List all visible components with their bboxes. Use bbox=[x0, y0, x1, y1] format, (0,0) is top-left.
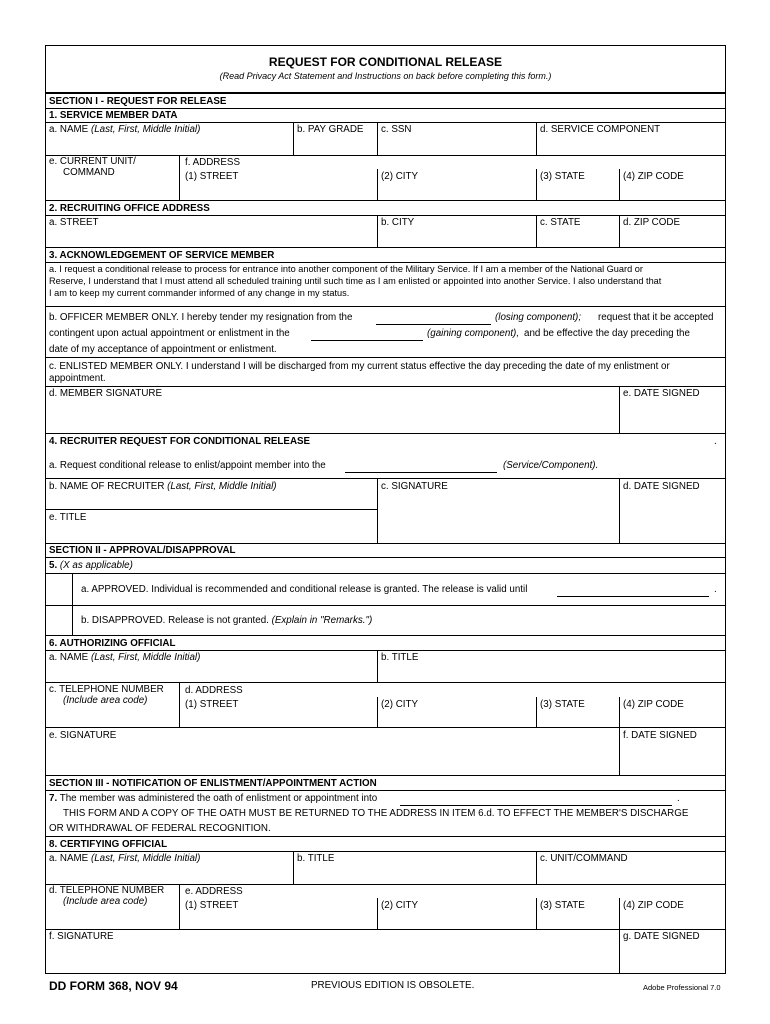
certifying-title-field[interactable] bbox=[294, 866, 535, 883]
recruiting-zip-field[interactable] bbox=[620, 230, 724, 246]
member-name-field[interactable] bbox=[46, 136, 292, 154]
rule bbox=[45, 306, 726, 307]
rule bbox=[45, 509, 378, 510]
acknowledgement-text-3: I am to keep my current commander informed of any change in my status. bbox=[49, 288, 350, 298]
service-component-field[interactable] bbox=[537, 136, 724, 154]
losing-component-hint: (losing component); bbox=[495, 312, 582, 323]
rule bbox=[45, 557, 726, 558]
member-zip-label: (4) ZIP CODE bbox=[623, 171, 684, 182]
enlisted-member-text: c. ENLISTED MEMBER ONLY. I understand I will be discharged from my current status effective the day preceding the date of my enlistment or bbox=[49, 361, 670, 372]
recruiter-title-field[interactable] bbox=[46, 524, 376, 542]
rule bbox=[45, 108, 726, 109]
member-name-label: a. NAME (Last, First, Middle Initial) bbox=[49, 124, 201, 135]
losing-component-field[interactable] bbox=[376, 324, 491, 325]
certifying-city-label: (2) CITY bbox=[381, 900, 419, 911]
recruiting-city-label: b. CITY bbox=[381, 217, 415, 228]
certifying-address-label: e. ADDRESS bbox=[185, 886, 243, 897]
authorizing-signature-label: e. SIGNATURE bbox=[49, 730, 117, 741]
certifying-signature-field[interactable] bbox=[46, 943, 618, 972]
member-city-label: (2) CITY bbox=[381, 171, 419, 182]
acknowledgement-text-2: Reserve, I understand that I must attend all scheduled training until such time as I am enlisted or appointed into another Service. I also understand that bbox=[49, 276, 662, 286]
item-5-label: 5. (X as applicable) bbox=[49, 560, 133, 571]
rule bbox=[45, 215, 726, 216]
authorizing-zip-field[interactable] bbox=[620, 711, 724, 726]
authorizing-street-field[interactable] bbox=[181, 711, 376, 726]
authorizing-state-label: (3) STATE bbox=[540, 699, 585, 710]
approved-text: a. APPROVED. Individual is recommended and conditional release is granted. The release is valid until bbox=[81, 584, 528, 595]
member-state-label: (3) STATE bbox=[540, 171, 585, 182]
rule bbox=[45, 155, 726, 156]
rule bbox=[45, 790, 726, 791]
rule bbox=[45, 682, 726, 683]
member-date-signed-field[interactable] bbox=[620, 400, 724, 432]
recruiting-street-label: a. STREET bbox=[49, 217, 99, 228]
current-unit-label-2: COMMAND bbox=[63, 167, 115, 178]
officer-member-text: b. OFFICER MEMBER ONLY. I hereby tender my resignation from the bbox=[49, 312, 353, 323]
certifying-phone-hint: (Include area code) bbox=[63, 896, 148, 907]
certifying-zip-label: (4) ZIP CODE bbox=[623, 900, 684, 911]
certifying-unit-field[interactable] bbox=[537, 866, 724, 883]
rule bbox=[45, 357, 726, 358]
acknowledgement-text-1: a. I request a conditional release to process for entrance into another component of the Military Service. If I am a member of the National Guard or bbox=[49, 264, 643, 274]
gaining-component-hint: (gaining component), bbox=[427, 328, 520, 339]
rule bbox=[45, 650, 726, 651]
certifying-title-label: b. TITLE bbox=[297, 853, 335, 864]
officer-member-text-2-end: and be effective the day preceding the bbox=[524, 328, 690, 339]
authorizing-state-field[interactable] bbox=[537, 711, 618, 726]
form-id: DD FORM 368, NOV 94 bbox=[49, 979, 178, 993]
ssn-label: c. SSN bbox=[381, 124, 412, 135]
authorizing-title-field[interactable] bbox=[378, 664, 724, 681]
approved-checkbox[interactable] bbox=[46, 574, 71, 604]
approved-dot: . bbox=[714, 584, 717, 595]
rule bbox=[179, 155, 180, 200]
ssn-field[interactable] bbox=[378, 136, 535, 154]
recruiter-signature-label: c. SIGNATURE bbox=[381, 481, 448, 492]
rule bbox=[45, 122, 726, 123]
member-state-field[interactable] bbox=[537, 183, 618, 199]
certifying-street-field[interactable] bbox=[181, 912, 376, 927]
authorizing-date-signed-field[interactable] bbox=[620, 742, 724, 774]
certifying-city-field[interactable] bbox=[378, 912, 535, 927]
certifying-phone-label: d. TELEPHONE NUMBER bbox=[49, 885, 165, 896]
member-city-field[interactable] bbox=[378, 183, 535, 199]
rule bbox=[45, 775, 726, 776]
recruiting-zip-label: d. ZIP CODE bbox=[623, 217, 680, 228]
member-signature-label: d. MEMBER SIGNATURE bbox=[49, 388, 163, 399]
disapproved-checkbox[interactable] bbox=[46, 606, 71, 634]
software-version: Adobe Professional 7.0 bbox=[643, 983, 721, 992]
certifying-name-field[interactable] bbox=[46, 866, 292, 883]
section-3-heading: SECTION III - NOTIFICATION OF ENLISTMENT/APPOINTMENT ACTION bbox=[49, 778, 377, 789]
return-instructions-1: THIS FORM AND A COPY OF THE OATH MUST BE RETURNED TO THE ADDRESS IN ITEM 6.d. TO EFFECT THE MEMBER'S DISCHARGE bbox=[63, 808, 689, 819]
authorizing-title-label: b. TITLE bbox=[381, 652, 419, 663]
item-8-heading: 8. CERTIFYING OFFICIAL bbox=[49, 839, 168, 850]
rule bbox=[179, 682, 180, 727]
certifying-state-label: (3) STATE bbox=[540, 900, 585, 911]
item-1-heading: 1. SERVICE MEMBER DATA bbox=[49, 110, 178, 121]
section-1-heading: SECTION I - REQUEST FOR RELEASE bbox=[49, 96, 227, 107]
authorizing-name-field[interactable] bbox=[46, 664, 376, 681]
service-component-hint: (Service/Component). bbox=[503, 460, 599, 471]
rule bbox=[45, 200, 726, 201]
recruiting-state-label: c. STATE bbox=[540, 217, 581, 228]
rule bbox=[45, 851, 726, 852]
rule bbox=[45, 836, 726, 837]
member-zip-field[interactable] bbox=[620, 183, 724, 199]
form-border-bottom bbox=[45, 973, 726, 974]
current-unit-label: e. CURRENT UNIT/ bbox=[49, 156, 136, 167]
form-subtitle: (Read Privacy Act Statement and Instructions on back before completing this form.) bbox=[219, 71, 552, 81]
officer-member-text-end: request that it be accepted bbox=[598, 312, 714, 323]
recruiter-date-signed-label: d. DATE SIGNED bbox=[623, 481, 700, 492]
recruiter-name-field[interactable] bbox=[46, 493, 376, 508]
rule bbox=[45, 929, 726, 930]
authorizing-zip-label: (4) ZIP CODE bbox=[623, 699, 684, 710]
authorizing-phone-hint: (Include area code) bbox=[63, 695, 148, 706]
recruiter-date-signed-field[interactable] bbox=[620, 493, 724, 542]
rule bbox=[45, 92, 726, 94]
recruiter-signature-field[interactable] bbox=[378, 493, 618, 542]
item-6-heading: 6. AUTHORIZING OFFICIAL bbox=[49, 638, 176, 649]
rule bbox=[45, 478, 726, 479]
certifying-zip-field[interactable] bbox=[620, 912, 724, 927]
member-street-field[interactable] bbox=[181, 183, 376, 199]
member-street-label: (1) STREET bbox=[185, 171, 239, 182]
recruiter-title-label: e. TITLE bbox=[49, 512, 87, 523]
recruiting-street-field[interactable] bbox=[46, 230, 376, 246]
section-2-heading: SECTION II - APPROVAL/DISAPPROVAL bbox=[49, 545, 236, 556]
disapproved-text: b. DISAPPROVED. Release is not granted. (Explain in "Remarks.") bbox=[81, 615, 373, 626]
officer-member-text-2: contingent upon actual appointment or enlistment in the bbox=[49, 328, 290, 339]
certifying-unit-label: c. UNIT/COMMAND bbox=[540, 853, 628, 864]
member-address-label: f. ADDRESS bbox=[185, 157, 240, 168]
form-title: REQUEST FOR CONDITIONAL RELEASE bbox=[268, 55, 503, 69]
form-border-top bbox=[45, 45, 726, 46]
member-signature-field[interactable] bbox=[46, 400, 618, 432]
recruiter-name-label: b. NAME OF RECRUITER (Last, First, Middle Initial) bbox=[49, 481, 277, 492]
item-7-text: 7. The member was administered the oath of enlistment or appointment into bbox=[49, 793, 378, 804]
pay-grade-field[interactable] bbox=[294, 136, 376, 154]
item-7-dot: . bbox=[677, 793, 680, 804]
form-border-right bbox=[725, 45, 726, 974]
gaining-component-field[interactable] bbox=[311, 340, 423, 341]
certifying-name-label: a. NAME (Last, First, Middle Initial) bbox=[49, 853, 201, 864]
authorizing-date-signed-label: f. DATE SIGNED bbox=[623, 730, 697, 741]
authorizing-city-field[interactable] bbox=[378, 711, 535, 726]
certifying-date-signed-label: g. DATE SIGNED bbox=[623, 931, 700, 942]
authorizing-street-label: (1) STREET bbox=[185, 699, 239, 710]
enlisted-member-text-2: appointment. bbox=[49, 373, 106, 384]
authorizing-signature-field[interactable] bbox=[46, 742, 618, 774]
authorizing-phone-label: c. TELEPHONE NUMBER bbox=[49, 684, 164, 695]
officer-member-text-3: date of my acceptance of appointment or enlistment. bbox=[49, 344, 277, 355]
return-instructions-2: OR WITHDRAWAL OF FEDERAL RECOGNITION. bbox=[49, 823, 271, 834]
rule bbox=[45, 635, 726, 636]
service-component-label: d. SERVICE COMPONENT bbox=[540, 124, 661, 135]
release-valid-until-field[interactable] bbox=[557, 596, 709, 597]
rule bbox=[179, 884, 180, 929]
certifying-signature-label: f. SIGNATURE bbox=[49, 931, 114, 942]
rule bbox=[45, 727, 726, 728]
certifying-phone-field[interactable] bbox=[46, 909, 178, 927]
item-2-heading: 2. RECRUITING OFFICE ADDRESS bbox=[49, 203, 210, 214]
service-component-request-field[interactable] bbox=[345, 472, 497, 473]
authorizing-address-label: d. ADDRESS bbox=[185, 685, 243, 696]
rule bbox=[45, 433, 726, 434]
recruiting-city-field[interactable] bbox=[378, 230, 535, 246]
item-4-heading: 4. RECRUITER REQUEST FOR CONDITIONAL RELEASE bbox=[49, 436, 311, 447]
item-3-heading: 3. ACKNOWLEDGEMENT OF SERVICE MEMBER bbox=[49, 250, 275, 261]
item-4-dot: . bbox=[714, 436, 717, 447]
authorizing-phone-field[interactable] bbox=[46, 708, 178, 726]
recruiting-state-field[interactable] bbox=[537, 230, 618, 246]
rule bbox=[45, 543, 726, 544]
rule bbox=[45, 247, 726, 248]
obsolete-notice: PREVIOUS EDITION IS OBSOLETE. bbox=[311, 980, 475, 991]
authorizing-city-label: (2) CITY bbox=[381, 699, 419, 710]
current-unit-field[interactable] bbox=[46, 180, 178, 199]
rule bbox=[45, 573, 726, 574]
rule bbox=[45, 386, 726, 387]
pay-grade-label: b. PAY GRADE bbox=[297, 124, 364, 135]
authorizing-name-label: a. NAME (Last, First, Middle Initial) bbox=[49, 652, 201, 663]
recruiter-request-text: a. Request conditional release to enlist/appoint member into the bbox=[49, 460, 326, 471]
rule bbox=[45, 605, 726, 606]
oath-component-field[interactable] bbox=[400, 805, 672, 806]
member-date-signed-label: e. DATE SIGNED bbox=[623, 388, 700, 399]
rule bbox=[72, 573, 73, 635]
certifying-date-signed-field[interactable] bbox=[620, 943, 724, 972]
certifying-street-label: (1) STREET bbox=[185, 900, 239, 911]
certifying-state-field[interactable] bbox=[537, 912, 618, 927]
rule bbox=[45, 262, 726, 263]
